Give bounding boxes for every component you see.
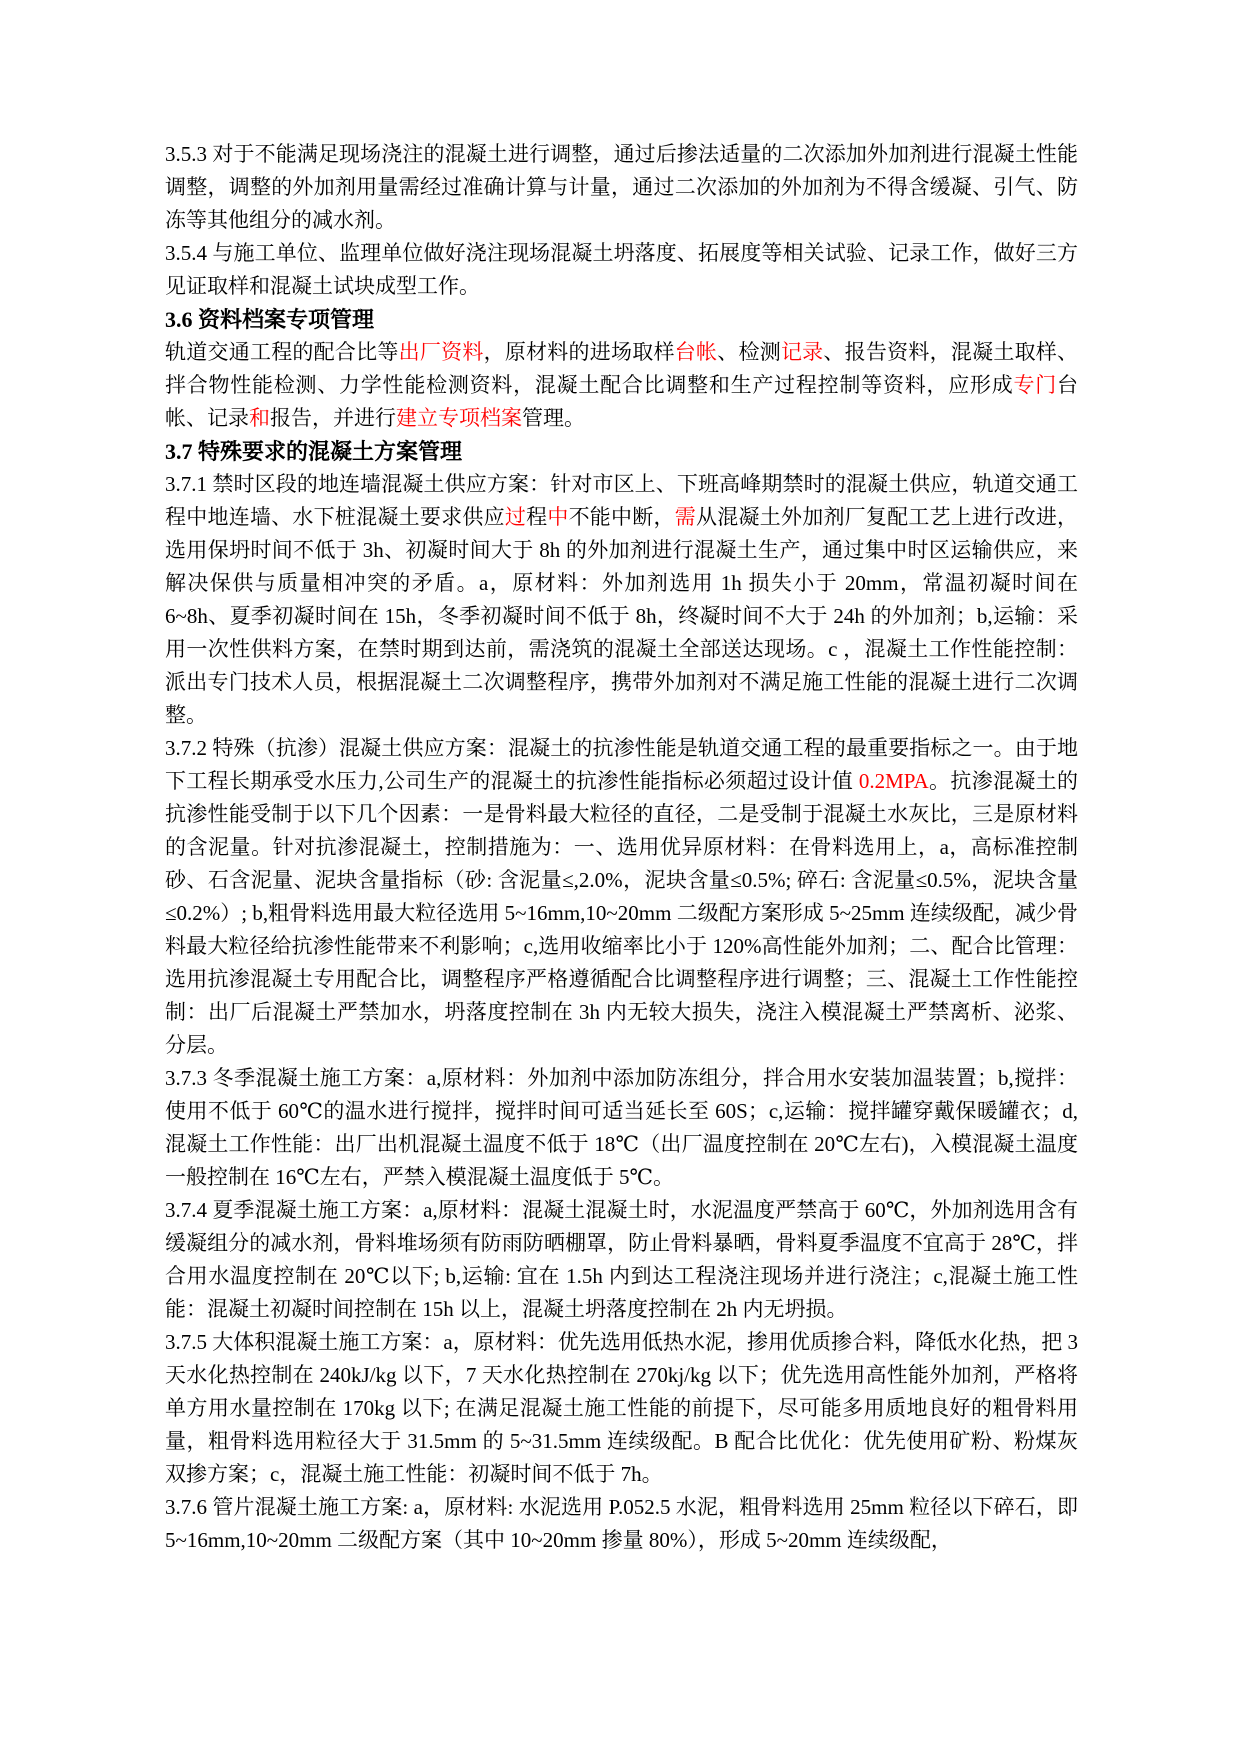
- text-run: 管理。: [522, 406, 585, 430]
- text-run: 程: [526, 505, 548, 529]
- text-run: 、检测: [717, 340, 781, 364]
- paragraph: [165, 237, 1078, 303]
- text-run: 报告，并进行: [270, 406, 396, 430]
- highlighted-text: 过: [504, 505, 527, 529]
- highlighted-text: 中: [547, 505, 569, 529]
- text-run: 3.7 特殊要求的混凝土方案管理: [165, 439, 463, 464]
- paragraph: [165, 732, 1078, 1062]
- text-run: ，原材料的进场取样: [483, 340, 675, 364]
- section-heading: [165, 303, 1078, 336]
- highlighted-text: 建立专项档案: [396, 406, 522, 430]
- text-run: 3.7.5 大体积混凝土施工方案：a，原材料：优先选用低热水泥，掺用优质掺合料，降低水化热，把 3 天水化热控制在 240kJ/kg 以下，7 天水化热控制在 270kj/kg 以下；优先选用高性能外加剂，严格将单方用水量控制在 170kg 以下; 在满足混凝土施工性能的前提下，尽可能多用质地良好的粗骨料用量，粗骨料选用粒径大于 31.5mm 的 5~31.5mm 连续级配。B 配合比优化：优先使用矿粉、粉煤灰双掺方案；c，混凝土施工性能：初凝时间不低于 7h。: [165, 1330, 1084, 1486]
- highlighted-text: 0.2MPA: [858, 769, 929, 793]
- text-run: 3.5.4 与施工单位、监理单位做好浇注现场混凝土坍落度、拓展度等相关试验、记录工作，做好三方见证取样和混凝土试块成型工作。: [165, 241, 1078, 298]
- text-run: 3.7.1 禁时区段的地连墙混凝土供应方案：针对市区上、下班高峰期禁时的混凝土供应，轨道交通工程中地连墙、水下桩混凝土要求供应: [165, 472, 1078, 529]
- text-run: 3.7.4 夏季混凝土施工方案：a,原材料：混凝土混凝土时，水泥温度严禁高于 60℃，外加剂选用含有缓凝组分的减水剂，骨料堆场须有防雨防晒棚罩，防止骨料暴晒，骨料夏季温度不宜高于 28℃，拌合用水温度控制在 20℃以下; b,运输: 宜在 1.5h 内到达工程浇注现场并进行浇注；c,混凝土施工性能：混凝土初凝时间控制在 15h 以上，混凝土坍落度控制在 2h 内无坍损。: [165, 1198, 1078, 1321]
- text-run: 3.7.2 特殊（抗渗）混凝土供应方案：混凝土的抗渗性能是轨道交通工程的最重要指标之一。由于地下工程长期承受水压力,公司生产的混凝土的抗渗性能指标必须超过设计值: [165, 736, 1078, 793]
- paragraph: [165, 1491, 1084, 1557]
- highlighted-text: 台帐: [674, 340, 718, 364]
- paragraph: [165, 1062, 1078, 1194]
- text-run: 不能中断，: [568, 505, 675, 529]
- paragraph: [165, 138, 1078, 237]
- highlighted-text: 出厂资料: [398, 340, 484, 364]
- document-body: [165, 138, 1084, 1557]
- text-run: 、报告资料，混凝土取样、拌合物性能检测、力学性能检测资料，混凝土配合比调整和生产过程控制等资料，应形成: [165, 340, 1079, 397]
- text-run: 3.7.3 冬季混凝土施工方案：a,原材料：外加剂中添加防冻组分，拌合用水安装加温装置；b,搅拌：使用不低于 60℃的温水进行搅拌，搅拌时间可适当延长至 60S；c,运输：搅拌罐穿戴保暖罐衣；d,混凝土工作性能：出厂出机混凝土温度不低于 18℃（出厂温度控制在 20℃左右)，入模混凝土温度一般控制在 16℃左右，严禁入模混凝土温度低于 5℃。: [165, 1066, 1078, 1189]
- highlighted-text: 专门: [1013, 373, 1057, 397]
- text-run: 从混凝土外加剂厂复配工艺上进行改进，选用保坍时间不低于 3h、初凝时间大于 8h 的外加剂进行混凝土生产，通过集中时区运输供应，来解决保供与质量相冲突的矛盾。a，原材料：外加剂选用 1h 损失小于 20mm，常温初凝时间在 6~8h、夏季初凝时间在 15h，冬季初凝时间不低于 8h，终凝时间不大于 24h 的外加剂；b,运输：采用一次性供料方案，在禁时期到达前，需浇筑的混凝土全部送达现场。c ，混凝土工作性能控制：派出专门技术人员，根据混凝土二次调整程序，携带外加剂对不满足施工性能的混凝土进行二次调整。: [165, 505, 1084, 727]
- section-heading: [165, 435, 1078, 468]
- text-run: 台帐、记录: [165, 373, 1078, 430]
- text-run: 3.7.6 管片混凝土施工方案: a，原材料: 水泥选用 P.052.5 水泥，粗骨料选用 25mm 粒径以下碎石，即 5~16mm,10~20mm 二级配方案（其中 10~20mm 掺量 80%），形成 5~20mm 连续级配，: [165, 1495, 1084, 1552]
- paragraph: [165, 336, 1078, 435]
- highlighted-text: 需: [674, 505, 697, 529]
- text-run: 轨道交通工程的配合比等: [165, 340, 399, 364]
- text-run: 3.5.3 对于不能满足现场浇注的混凝土进行调整，通过后掺法适量的二次添加外加剂进行混凝土性能调整，调整的外加剂用量需经过准确计算与计量，通过二次添加的外加剂为不得含缓凝、引气、防冻等其他组分的减水剂。: [165, 142, 1078, 232]
- paragraph: [165, 468, 1084, 732]
- highlighted-text: 记录: [780, 340, 824, 364]
- highlighted-text: 和: [249, 406, 270, 430]
- text-run: 3.6 资料档案专项管理: [165, 307, 375, 332]
- paragraph: [165, 1326, 1084, 1491]
- paragraph: [165, 1194, 1078, 1326]
- text-run: 。抗渗混凝土的抗渗性能受制于以下几个因素：一是骨料最大粒径的直径，二是受制于混凝土水灰比，三是原材料的含泥量。针对抗渗混凝土，控制措施为：一、选用优异原材料：在骨料选用上，a，高标准控制砂、石含泥量、泥块含量指标（砂: 含泥量≤,2.0%，泥块含量≤0.5%; 碎石: 含泥量≤0.5%，泥块含量≤0.2%）; b,粗骨料选用最大粒径选用 5~16mm,10~20mm 二级配方案形成 5~25mm 连续级配，减少骨料最大粒径给抗渗性能带来不利影响；c,选用收缩率比小于 120%高性能外加剂；二、配合比管理：选用抗渗混凝土专用配合比，调整程序严格遵循配合比调整程序进行调整；三、混凝土工作性能控制：出厂后混凝土严禁加水，坍落度控制在 3h 内无较大损失，浇注入模混凝土严禁离析、泌浆、分层。: [165, 769, 1079, 1057]
